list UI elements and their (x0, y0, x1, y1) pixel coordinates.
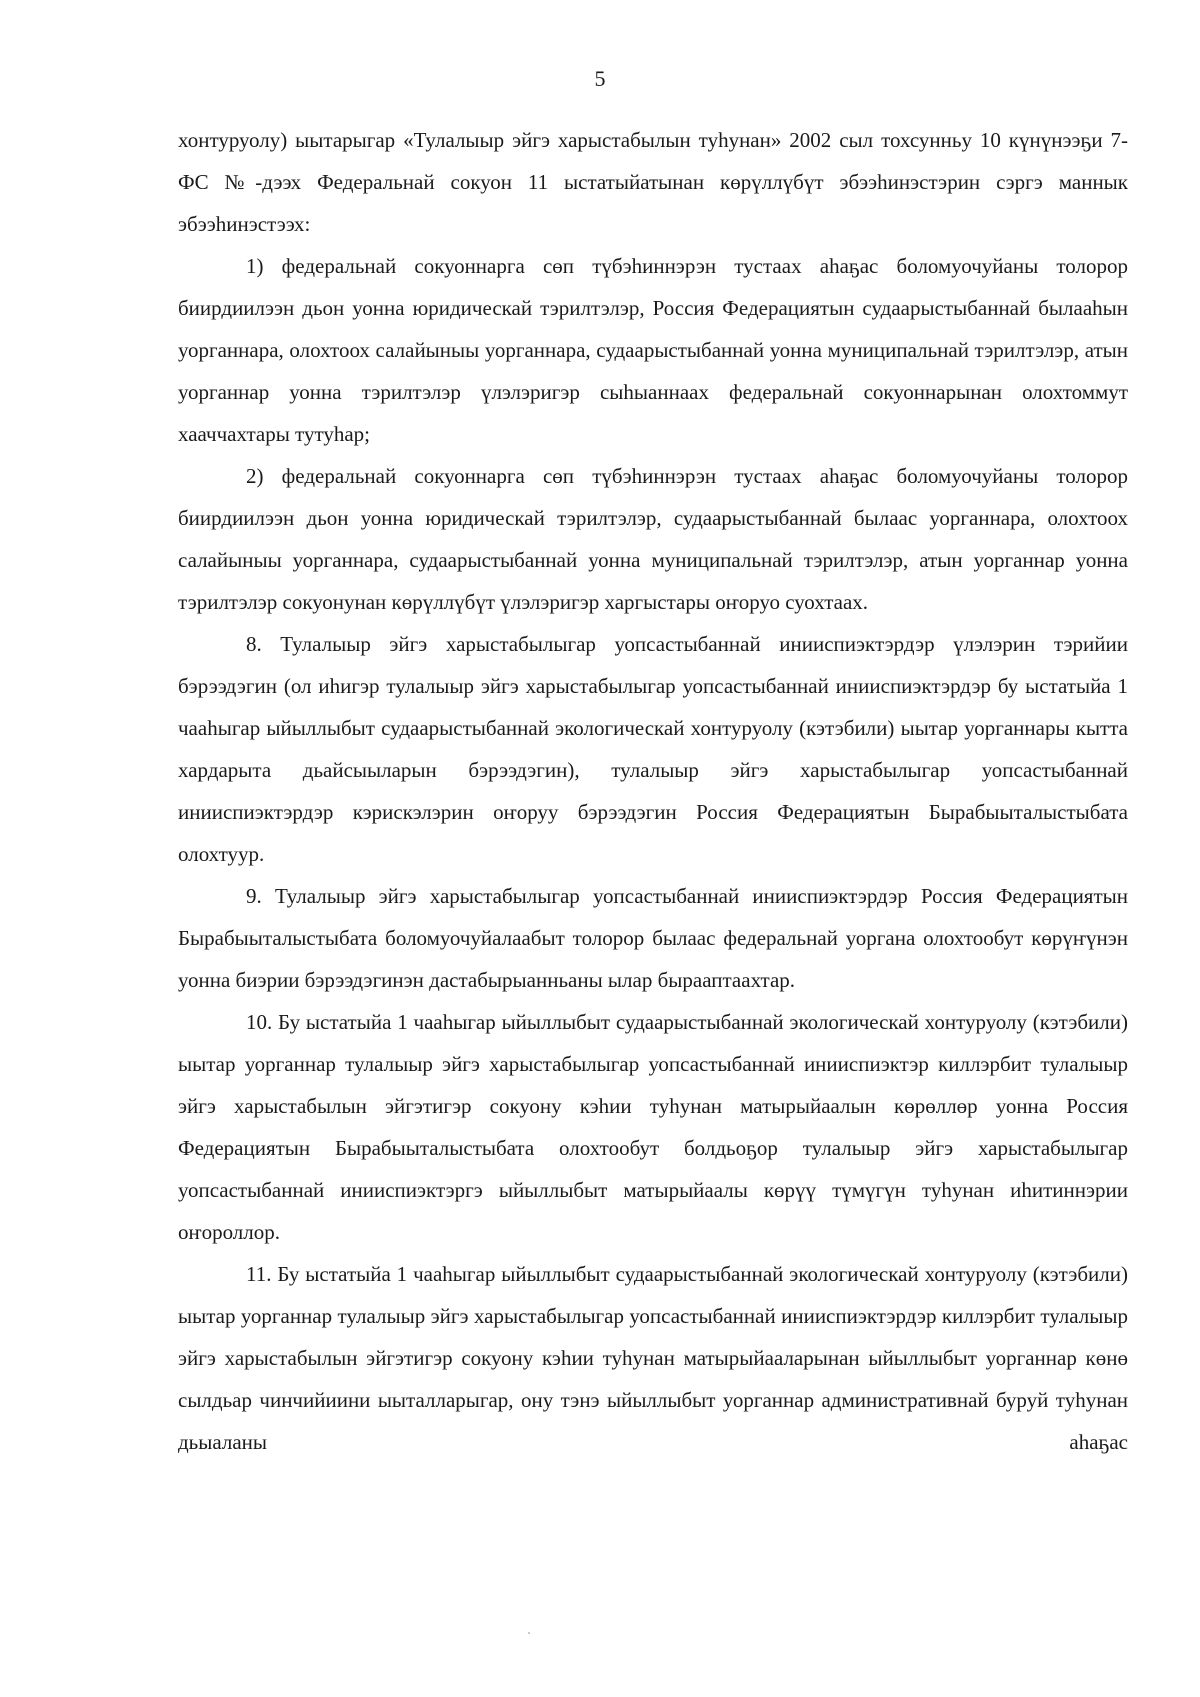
paragraph-item-2: 2) федеральнай сокуоннарга сөп түбэһиннэрэн тустаах аһаҕас боломуочуйаны толорор биирдиилээн дьон уонна юридическай тэрилтэлэр, судаарыстыбаннай былаас уорганнара, олохтоох салайыныы уорганнара, судаарыстыбаннай уонна муниципальнай тэрилтэлэр, атын уорганнар уонна тэрилтэлэр сокуонунан көрүллүбүт үлэлэригэр харгыстары оҥоруо суохтаах. (178, 464, 1128, 614)
paragraph-section-8: 8. Тулалыыр эйгэ харыстабылыгар уопсастыбаннай инииспиэктэрдэр үлэлэрин тэрийии бэрээдэгин (ол иһигэр тулалыыр эйгэ харыстабылыгар уопсастыбаннай инииспиэктэрдэр бу ыстатыйа 1 чааһыгар ыйыллыбыт судаарыстыбаннай экологическай хонтуруолу (кэтэбили) ыытар уорганнары кытта хардарыта дьайсыыларын бэрээдэгин), тулалыыр эйгэ харыстабылыгар уопсастыбаннай инииспиэктэрдэр кэрискэлэрин оҥоруу бэрээдэгин Россия Федерациятын Бырабыыталыстыбата олохтуур. (178, 632, 1128, 866)
paragraph-continuation: хонтуруолу) ыытарыгар «Тулалыыр эйгэ харыстабылын туһунан» 2002 сыл тохсунньу 10 күнүнээҕи 7-ФС №-дээх Федеральнай сокуон 11 ыстатыйатынан көрүллүбүт эбээһинэстэрин сэргэ маннык эбээһинэстээх: (178, 128, 1128, 236)
scan-artifact (528, 1632, 530, 1634)
paragraph-section-9: 9. Тулалыыр эйгэ харыстабылыгар уопсастыбаннай инииспиэктэрдэр Россия Федерациятын Бырабыыталыстыбата боломуочуйалаабыт толорор былаас федеральнай уоргана олохтообут көрүҥүнэн уонна биэрии бэрээдэгинэн дастабырыанньаны ылар бырааптаахтар. (178, 884, 1128, 992)
document-body (178, 119, 1128, 1463)
paragraph-section-10: 10. Бу ыстатыйа 1 чааһыгар ыйыллыбыт судаарыстыбаннай экологическай хонтуруолу (кэтэбили) ыытар уорганнар тулалыыр эйгэ харыстабылыгар уопсастыбаннай инииспиэктэр киллэрбит тулалыыр эйгэ харыстабылын эйгэтигэр сокуону кэһии туһунан матырыйаалын көрөллөр уонна Россия Федерациятын Бырабыыталыстыбата олохтообут болдьоҕор тулалыыр эйгэ харыстабылыгар уопсастыбаннай инииспиэктэргэ ыйыллыбыт матырыйаалы көрүү түмүгүн туһунан иһитиннэрии оҥороллор. (178, 1010, 1128, 1244)
paragraph-section-11: 11. Бу ыстатыйа 1 чааһыгар ыйыллыбыт судаарыстыбаннай экологическай хонтуруолу (кэтэбили) ыытар уорганнар тулалыыр эйгэ харыстабылыгар уопсастыбаннай инииспиэктэрдэр киллэрбит тулалыыр эйгэ харыстабылын эйгэтигэр сокуону кэһии туһунан матырыйааларынан ыйыллыбыт уорганнар көнө сылдьар чинчийиини ыыталларыгар, ону тэнэ ыйыллыбыт уорганнар административнай буруй туһунан дьыаланы аһаҕас (178, 1262, 1128, 1454)
paragraph-item-1: 1) федеральнай сокуоннарга сөп түбэһиннэрэн тустаах аһаҕас боломуочуйаны толорор биирдиилээн дьон уонна юридическай тэрилтэлэр, Россия Федерациятын судаарыстыбаннай былааһын уорганнара, олохтоох салайыныы уорганнара, судаарыстыбаннай уонна муниципальнай тэрилтэлэр, атын уорганнар уонна тэрилтэлэр үлэлэригэр сыһыаннаах федеральнай сокуоннарынан олохтоммут хааччахтары тутуһар; (178, 254, 1128, 446)
page-number: 5 (594, 66, 606, 91)
